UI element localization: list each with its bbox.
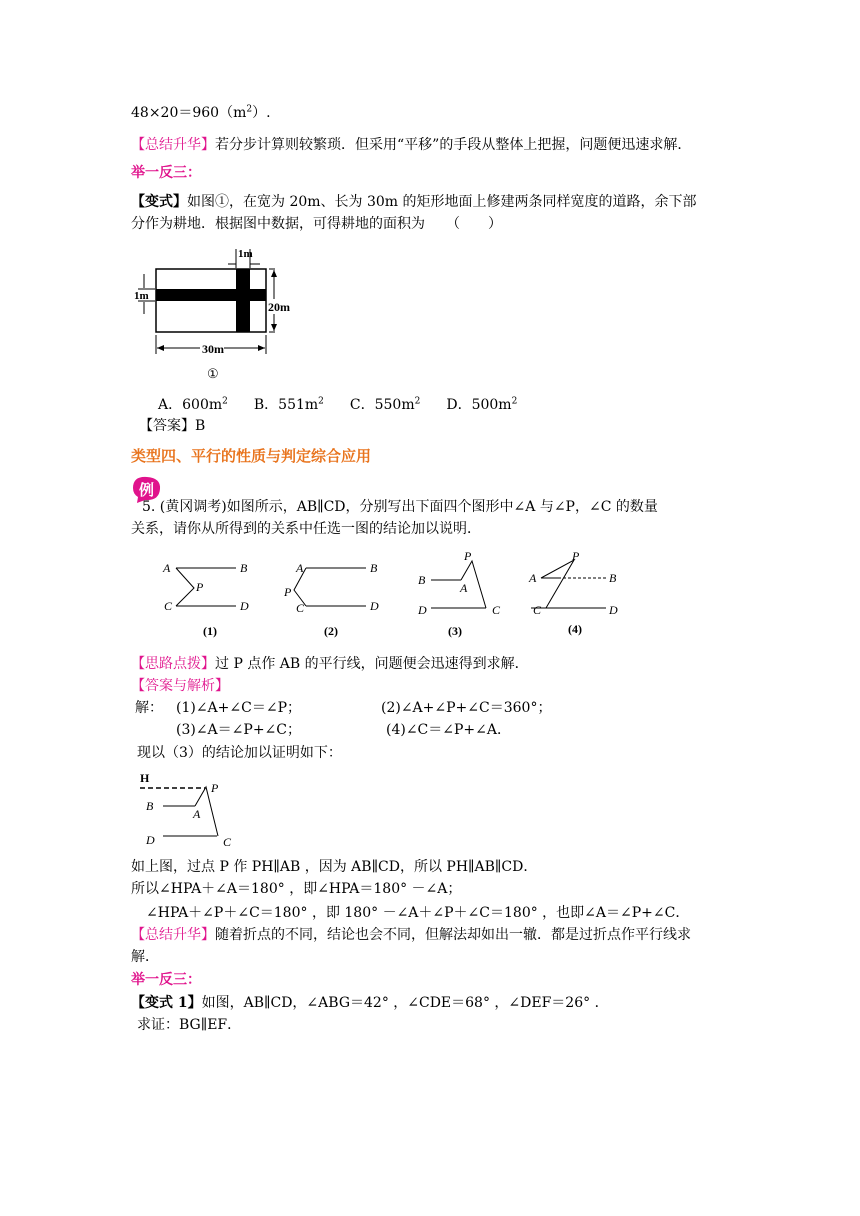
variant2-line: 【变式 1】如图，AB∥CD，∠ABG＝42° ，∠CDE＝68° ，∠DEF＝26° ．: [131, 995, 609, 1011]
variant-line-1: 【变式】如图①，在宽为 20m、长为 30m 的矩形地面上修建两条同样宽度的道路，余下部: [131, 194, 697, 210]
label-P: P: [211, 781, 219, 795]
solution-tag: 【答案与解析】: [131, 678, 229, 694]
example-line-2: 关系，请你从所得到的关系中任选一图的结论加以说明．: [131, 521, 481, 537]
variant-tag: 【变式】: [131, 194, 187, 210]
solution-result-4: (4)∠C＝∠P+∠A．: [386, 722, 511, 738]
svg-text:A: A: [296, 561, 304, 575]
label-field-width: 20m: [268, 300, 290, 314]
answer-options: [158, 395, 543, 415]
label-H: H: [140, 771, 150, 785]
proof-intro: 现以（3）的结论加以证明如下：: [137, 745, 342, 761]
summary-paragraph-1: 【总结升华】若分步计算则较繁琐．但采用“平移”的手段从整体上把握，问题便迅速求解．: [131, 137, 692, 153]
svg-text:B: B: [240, 561, 248, 575]
calc-result: $48\times 20=960(m^2)$.: [131, 104, 271, 121]
caption-4: (4): [568, 622, 582, 636]
label-road-width-left: 1m: [134, 290, 149, 302]
four-parallel-figures: [156, 548, 626, 644]
solution-result-3: (3)∠A＝∠P+∠C；: [176, 722, 301, 738]
answer-line: 【答案】B: [139, 418, 206, 434]
svg-text:A: A: [529, 571, 537, 585]
svg-text:C: C: [533, 603, 542, 617]
label-B: B: [146, 799, 154, 813]
svg-text:P: P: [196, 580, 204, 594]
summary-tag: 【总结升华】: [131, 137, 215, 153]
practice-label-1: 举一反三：: [131, 165, 201, 181]
svg-text:B: B: [418, 573, 426, 587]
summary-paragraph-2-cont: 解．: [131, 949, 159, 965]
proof-line-3: ∠HPA＋∠P＋∠C＝180° ，即 180° －∠A＋∠P＋∠C＝180° ，也即∠A＝∠P+∠C．: [146, 905, 690, 921]
svg-text:D: D: [240, 599, 249, 613]
svg-text:A: A: [460, 581, 468, 595]
svg-text:D: D: [609, 603, 618, 617]
solution-prefix: 解：: [135, 700, 163, 716]
solution-result-1: (1)∠A+∠C＝∠P；: [176, 700, 301, 716]
option-a: A．$600m^2$: [158, 396, 228, 413]
svg-text:P: P: [464, 549, 472, 563]
label-A: A: [193, 807, 201, 821]
field-roads-figure: [128, 244, 308, 384]
caption-3: (3): [448, 624, 462, 638]
svg-text:D: D: [370, 599, 379, 613]
svg-text:A: A: [163, 561, 171, 575]
solution-result-2: (2)∠A+∠P+∠C＝360°；: [381, 700, 552, 716]
practice-label-2: 举一反三：: [131, 972, 201, 988]
svg-text:C: C: [164, 599, 173, 613]
figure-caption: ①: [207, 366, 219, 381]
variant-line-2: 分作为耕地．根据图中数据，可得耕地的面积为 （ ）: [131, 216, 502, 232]
proof-figure: [135, 768, 245, 850]
option-d: D．$500m^2$: [446, 396, 518, 413]
proof-line-2: 所以∠HPA＋∠A＝180° ，即∠HPA＝180° －∠A；: [131, 881, 462, 897]
svg-text:B: B: [609, 571, 617, 585]
label-road-width-top: 1m: [238, 248, 253, 260]
svg-text:例: 例: [139, 483, 155, 499]
hint-paragraph: 【思路点拨】过 P 点作 AB 的平行线，问题便会迅速得到求解．: [131, 656, 529, 672]
caption-1: (1): [203, 624, 217, 638]
svg-text:P: P: [572, 549, 580, 563]
variant2-prove: 求证：BG∥EF．: [137, 1017, 242, 1033]
svg-text:C: C: [296, 601, 305, 615]
caption-2: (2): [324, 624, 338, 638]
option-c: C．$550m^2$: [349, 396, 421, 413]
label-C: C: [223, 835, 232, 849]
example-line-1: 5. (黄冈调考)如图所示，AB∥CD，分别写出下面四个图形中∠A 与∠P，∠C 的数量: [142, 499, 658, 515]
svg-text:D: D: [418, 603, 427, 617]
svg-text:C: C: [492, 603, 501, 617]
proof-line-1: 如上图，过点 P 作 PH∥AB ，因为 AB∥CD，所以 PH∥AB∥CD．: [131, 859, 538, 875]
svg-text:B: B: [370, 561, 378, 575]
summary-paragraph-2: 【总结升华】随着折点的不同，结论也会不同，但解法却如出一辙．都是过折点作平行线求: [131, 927, 691, 943]
svg-text:P: P: [284, 585, 292, 599]
option-b: B．$551m^2$: [253, 396, 324, 413]
label-field-length: 30m: [202, 342, 224, 356]
section-title: 类型四、平行的性质与判定综合应用: [131, 447, 372, 465]
label-D: D: [146, 833, 155, 847]
